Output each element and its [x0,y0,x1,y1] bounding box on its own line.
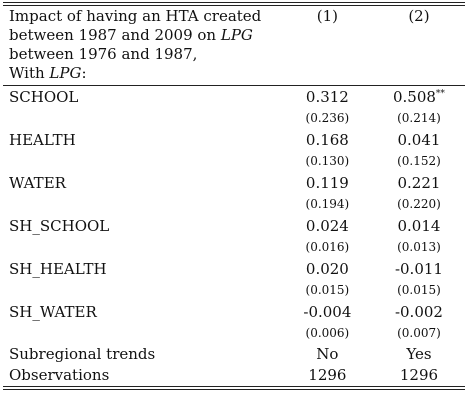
coef-col2: 0.014 [397,217,441,235]
coef-col1: 0.020 [305,260,349,278]
header-line-4 [9,64,276,83]
header-line-2-variable: LPG [220,26,253,44]
table-row [3,215,465,237]
header-row [3,6,465,85]
footer-label: Subregional trends [9,345,156,363]
results-table [3,6,465,386]
header-line-2-text: between 1987 and 2009 on [9,26,221,44]
se-col2: (0.220) [397,197,441,211]
footer-col1: No [316,345,339,363]
row-label: WATER [9,174,66,192]
row-label: SH_WATER [9,303,97,321]
table-row [3,172,465,194]
coef-col2: -0.002 [394,303,443,321]
column-header-2: (2) [408,7,430,25]
bottom-rule [3,386,465,390]
coef-col2-value: 0.508 [392,88,436,106]
footer-label: Observations [9,366,110,384]
header-line-4-variable: LPG [49,64,82,82]
header-line-1: Impact of having an HTA created [9,7,262,25]
table-row [3,129,465,151]
coef-col1: 0.312 [305,88,349,106]
table-row-se [3,237,465,258]
coef-col1: -0.004 [303,303,352,321]
coef-col1: 0.168 [305,131,349,149]
table-row [3,258,465,280]
table-row-se [3,108,465,129]
coef-col2 [373,86,465,108]
table-row-se [3,194,465,215]
coef-col2: -0.011 [394,260,443,278]
header-line-4-text: With [9,64,50,82]
header-line-2 [9,26,276,45]
significance-stars: ** [435,89,445,99]
se-col1: (0.015) [305,283,350,297]
se-col2: (0.007) [397,326,441,340]
table-row-se [3,280,465,301]
header-label [3,6,282,85]
coef-col2: 0.221 [397,174,441,192]
se-col1: (0.016) [305,240,350,254]
column-header-1: (1) [316,7,338,25]
se-col1: (0.236) [305,111,350,125]
regression-table [3,0,465,390]
row-label: SH_SCHOOL [9,217,110,235]
se-col1: (0.194) [305,197,350,211]
table-row-se [3,151,465,172]
se-col2: (0.013) [397,240,441,254]
footer-row [3,365,465,386]
table-row [3,301,465,323]
se-col2: (0.015) [397,283,441,297]
footer-row [3,344,465,365]
footer-col2: 1296 [399,366,439,384]
coef-col2: 0.041 [397,131,441,149]
se-col2: (0.152) [397,154,441,168]
coef-col1: 0.119 [305,174,349,192]
table-row-se [3,323,465,344]
footer-col1: 1296 [308,366,347,384]
header-line-3: between 1976 and 1987, [9,45,198,63]
header-line-4-tail: : [81,64,87,82]
se-col2: (0.214) [397,111,441,125]
se-col1: (0.006) [305,326,350,340]
row-label: SCHOOL [9,88,79,106]
se-col1: (0.130) [305,154,350,168]
footer-col2: Yes [406,345,432,363]
row-label: HEALTH [9,131,76,149]
row-label: SH_HEALTH [9,260,107,278]
coef-col1: 0.024 [305,217,349,235]
table-row [3,86,465,108]
